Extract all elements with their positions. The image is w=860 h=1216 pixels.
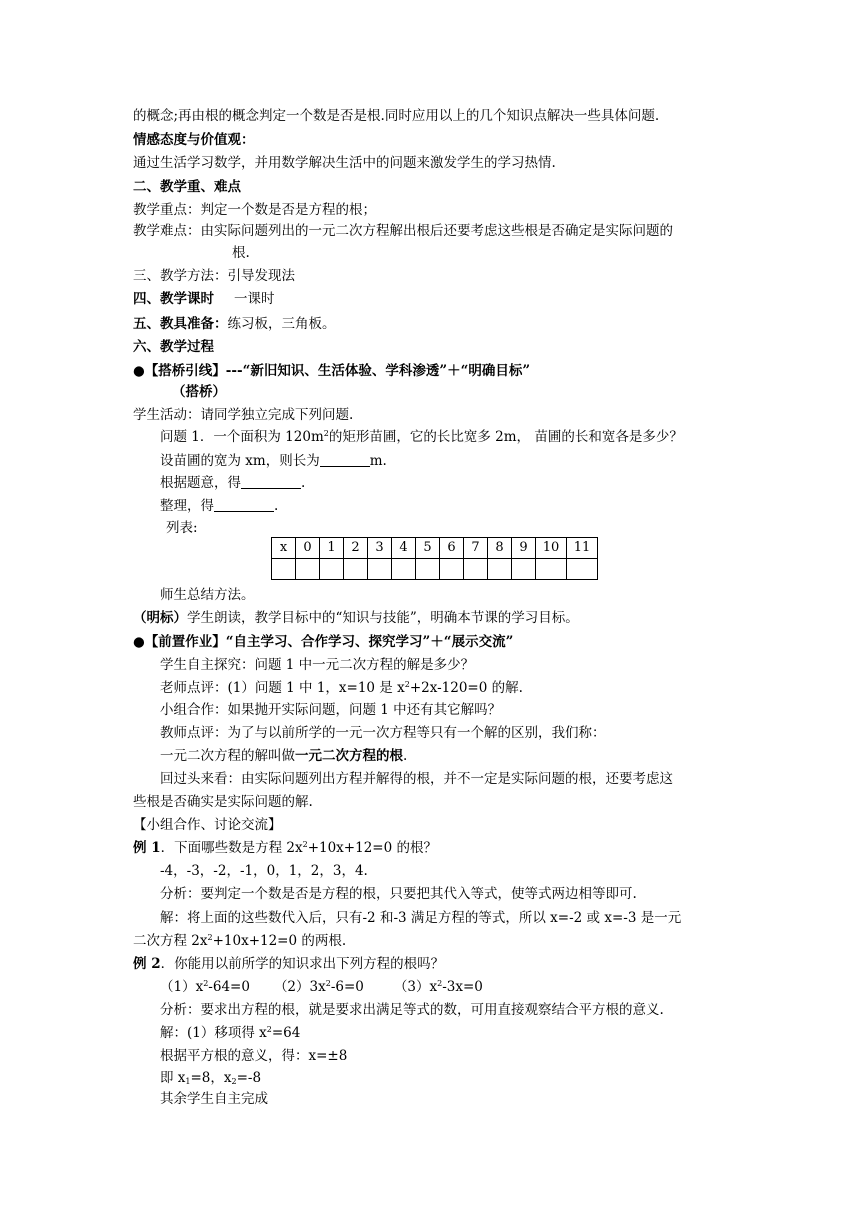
table-header-cell: 8: [488, 538, 512, 559]
method-value: 引导发现法: [227, 268, 295, 284]
text-line: 分析：要判定一个数是否是方程的根，只要把其代入等式，使等式两边相等即可.: [160, 886, 637, 902]
text-line: 其余学生自主完成: [160, 1091, 268, 1107]
text-line: [160, 977, 483, 997]
table-cell: [368, 559, 392, 580]
text-span: .: [274, 498, 279, 514]
text-line: [133, 608, 579, 628]
text-line: [133, 314, 336, 334]
table-header-cell: 0: [296, 538, 320, 559]
section-subheading: （明标）: [133, 610, 187, 626]
text-line: 教师点评：为了与以前所学的一元一次方程等只有一个解的区别，我们称：: [160, 725, 606, 741]
text-line: [160, 746, 407, 766]
text-line: [133, 266, 295, 286]
text-span: （1）x: [160, 979, 204, 995]
lesson-hours-value: 一课时: [234, 291, 275, 307]
text-line: [160, 678, 523, 698]
section-heading: ●【搭桥引线】---“新旧知识、生活体验、学科渗透”＋“明确目标”: [133, 363, 531, 379]
text-line: 些根是否确实是实际问题的解.: [133, 794, 313, 810]
table-cell: [416, 559, 440, 580]
section-subheading: （搭桥）: [172, 384, 226, 400]
text-line: 根.: [232, 245, 250, 261]
subscript: 1: [185, 1077, 191, 1086]
table-header-cell: 3: [368, 538, 392, 559]
table-cell: [344, 559, 368, 580]
fill-blank: [214, 498, 274, 512]
text-line: 通过生活学习数学，并用数学解决生活中的问题来激发学生的学习热情.: [133, 155, 556, 171]
text-span: -6=0: [330, 979, 364, 995]
table-row: [272, 559, 598, 580]
value-table: [271, 537, 598, 580]
table-header-cell: 1: [320, 538, 344, 559]
text-line: 学生活动：请同学独立完成下列问题.: [133, 407, 354, 423]
text-span: =-8: [236, 1070, 262, 1086]
emphasis-term: 一元二次方程的根: [295, 748, 403, 764]
text-span: .: [403, 748, 408, 764]
text-span: （2）3x: [273, 979, 326, 995]
section-heading: 五、教具准备：: [133, 316, 228, 332]
text-span: 学生朗读，教学目标中的“知识与技能”，明确本节课的学习目标。: [187, 610, 579, 626]
text-line: 列表:: [166, 520, 198, 536]
text-line: [160, 427, 683, 447]
table-header-cell: 7: [464, 538, 488, 559]
text-span: -64=0: [208, 979, 250, 995]
text-span: .: [301, 475, 306, 491]
table-cell: [512, 559, 536, 580]
section-heading: 【小组合作、讨论交流】: [133, 817, 282, 833]
text-line: [160, 1068, 261, 1088]
text-span: （3）x: [393, 979, 438, 995]
table-row: [272, 538, 598, 559]
table-cell: [464, 559, 488, 580]
example-label: 例 2: [133, 956, 161, 972]
text-span: 解：(1）移项得 x: [160, 1025, 267, 1041]
table-header-cell: 9: [512, 538, 536, 559]
section-heading: 六、教学过程: [133, 339, 214, 355]
table-cell: [440, 559, 464, 580]
table-header-cell: x: [272, 538, 296, 559]
text-line: [133, 954, 444, 974]
superscript: 2: [302, 840, 308, 849]
text-line: [160, 451, 387, 471]
text-span: 的矩形苗圃，它的长比宽多 2m， 苗圃的长和宽各是多少？: [328, 429, 683, 445]
table-cell: [320, 559, 344, 580]
text-line: 解：将上面的这些数代入后，只有-2 和-3 满足方程的等式，所以 x=-2 或 x=-3 是一元: [160, 910, 682, 926]
text-line: 根据平方根的意义，得：x=±8: [160, 1048, 348, 1064]
table-header-cell: 5: [416, 538, 440, 559]
section-heading: 三、教学方法：: [133, 268, 228, 284]
text-span: +2x-120=0 的解.: [409, 680, 523, 696]
tools-value: 练习板，三角板。: [227, 316, 336, 332]
superscript: 2: [323, 429, 329, 438]
text-span: 一元二次方程的解叫做: [160, 748, 295, 764]
text-span: -3x=0: [442, 979, 483, 995]
superscript: 2: [203, 979, 209, 988]
superscript: 2: [207, 933, 213, 942]
table-header-cell: 6: [440, 538, 464, 559]
text-span: +10x+12=0 的两根.: [212, 933, 347, 949]
text-span: 整理，得: [160, 498, 214, 514]
table-cell: [392, 559, 416, 580]
table-header-cell: 10: [536, 538, 567, 559]
superscript: 2: [404, 680, 410, 689]
text-line: 的概念;再由根的概念判定一个数是否是根.同时应用以上的几个知识点解决一些具体问题.: [133, 108, 660, 124]
text-span: 二次方程 2x: [133, 933, 208, 949]
text-line: [133, 931, 346, 951]
fill-blank: [241, 475, 301, 489]
text-span: ．下面哪些数是方程 2x: [160, 840, 303, 856]
table-header-cell: 11: [567, 538, 598, 559]
text-line: [160, 1023, 300, 1043]
subscript: 2: [231, 1077, 237, 1086]
superscript: 2: [266, 1025, 272, 1034]
table-cell: [488, 559, 512, 580]
text-line: 分析：要求出方程的根，就是要求出满足等式的数，可用直接观察结合平方根的意义.: [160, 1002, 664, 1018]
text-span: m.: [369, 453, 387, 469]
table-header-cell: 2: [344, 538, 368, 559]
text-line: 教学难点：由实际问题列出的一元二次方程解出根后还要考虑这些根是否确定是实际问题的: [133, 223, 673, 239]
table-cell: [296, 559, 320, 580]
text-span: 根据题意，得: [160, 475, 241, 491]
table-header-cell: 4: [392, 538, 416, 559]
text-span: ．你能用以前所学的知识求出下列方程的根吗？: [160, 956, 445, 972]
text-span: 老师点评：(1）问题 1 中 1，x=10 是 x: [160, 680, 405, 696]
superscript: 2: [437, 979, 443, 988]
text-line: 学生自主探究：问题 1 中一元二次方程的解是多少？: [160, 657, 475, 673]
text-span: 设苗圃的宽为 xm，则长为: [160, 453, 320, 469]
section-heading: ●【前置作业】“自主学习、合作学习、探究学习”＋“展示交流”: [133, 634, 514, 650]
text-line: [133, 838, 437, 858]
text-line: [133, 289, 275, 309]
section-heading: 情感态度与价值观：: [133, 132, 255, 148]
text-span: +10x+12=0 的根？: [307, 840, 437, 856]
text-line: -4，-3，-2，-1，0，1，2，3，4.: [160, 863, 368, 879]
text-line: 回过头来看：由实际问题列出方程并解得的根，并不一定是实际问题的根，还要考虑这: [160, 771, 673, 787]
text-line: [160, 473, 305, 493]
section-heading: 二、教学重、难点: [133, 179, 241, 195]
superscript: 2: [325, 979, 331, 988]
text-span: =8，x: [190, 1070, 232, 1086]
table-cell: [567, 559, 598, 580]
example-label: 例 1: [133, 840, 161, 856]
text-line: 教学重点：判定一个数是否是方程的根；: [133, 202, 376, 218]
table-cell: [536, 559, 567, 580]
text-span: 问题 1．一个面积为 120m: [160, 429, 324, 445]
text-line: 小组合作：如果抛开实际问题，问题 1 中还有其它解吗？: [160, 702, 502, 718]
text-span: =64: [271, 1025, 301, 1041]
table-cell: [272, 559, 296, 580]
text-span: 即 x: [160, 1070, 186, 1086]
text-line: [160, 496, 278, 516]
section-heading: 四、教学课时: [133, 291, 214, 307]
text-line: 师生总结方法。: [160, 587, 255, 603]
fill-blank: [320, 453, 370, 467]
